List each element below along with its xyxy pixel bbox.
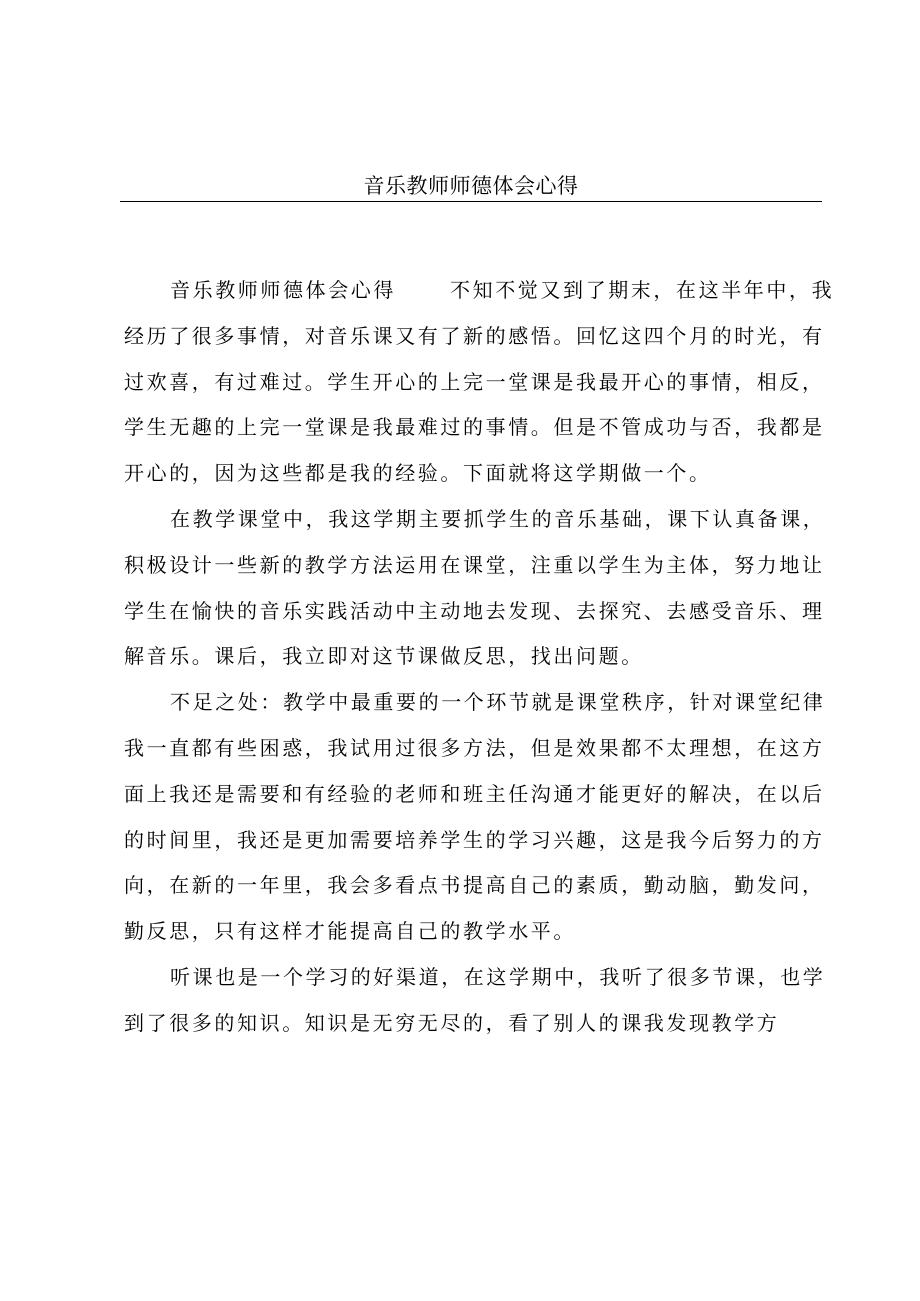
paragraph-3: 不足之处：教学中最重要的一个环节就是课堂秩序，针对课堂纪律我一直都有些困惑，我试用过很多方法，但是效果都不太理想，在这方面上我还是需要和有经验的老师和班主任沟通才能更好的解决，在以后的时间里，我还是更加需要培养学生的学习兴趣，这是我今后努力的方向，在新的一年里，我会多看点书提高自己的素质，勤动脑，勤发问，勤反思，只有这样才能提高自己的教学水平。 [124,690,826,944]
document-body [124,268,836,1047]
paragraph-1-lead: 音乐教师师德体会心得 [170,278,396,302]
paragraph-1 [124,268,836,497]
paragraph-1-text: 不知不觉又到了期末，在这半年中，我经历了很多事情，对音乐课又有了新的感悟。回忆这四个月的时光，有过欢喜，有过难过。学生开心的上完一堂课是我最开心的事情，相反，学生无趣的上完一堂课是我最难过的事情。但是不管成功与否，我都是开心的，因为这些都是我的经验。下面就将这学期做一个。 [124,278,835,486]
title-underline [120,201,822,202]
paragraph-2: 在教学课堂中，我这学期主要抓学生的音乐基础，课下认真备课，积极设计一些新的教学方法运用在课堂，注重以学生为主体，努力地让学生在愉快的音乐实践活动中主动地去发现、去探究、去感受音乐、理解音乐。课后，我立即对这节课做反思，找出问题。 [124,506,826,669]
document-title: 音乐教师师德体会心得 [363,174,579,198]
paragraph-4: 听课也是一个学习的好渠道，在这学期中，我听了很多节课，也学到了很多的知识。知识是无穷无尽的，看了别人的课我发现教学方 [124,964,826,1035]
